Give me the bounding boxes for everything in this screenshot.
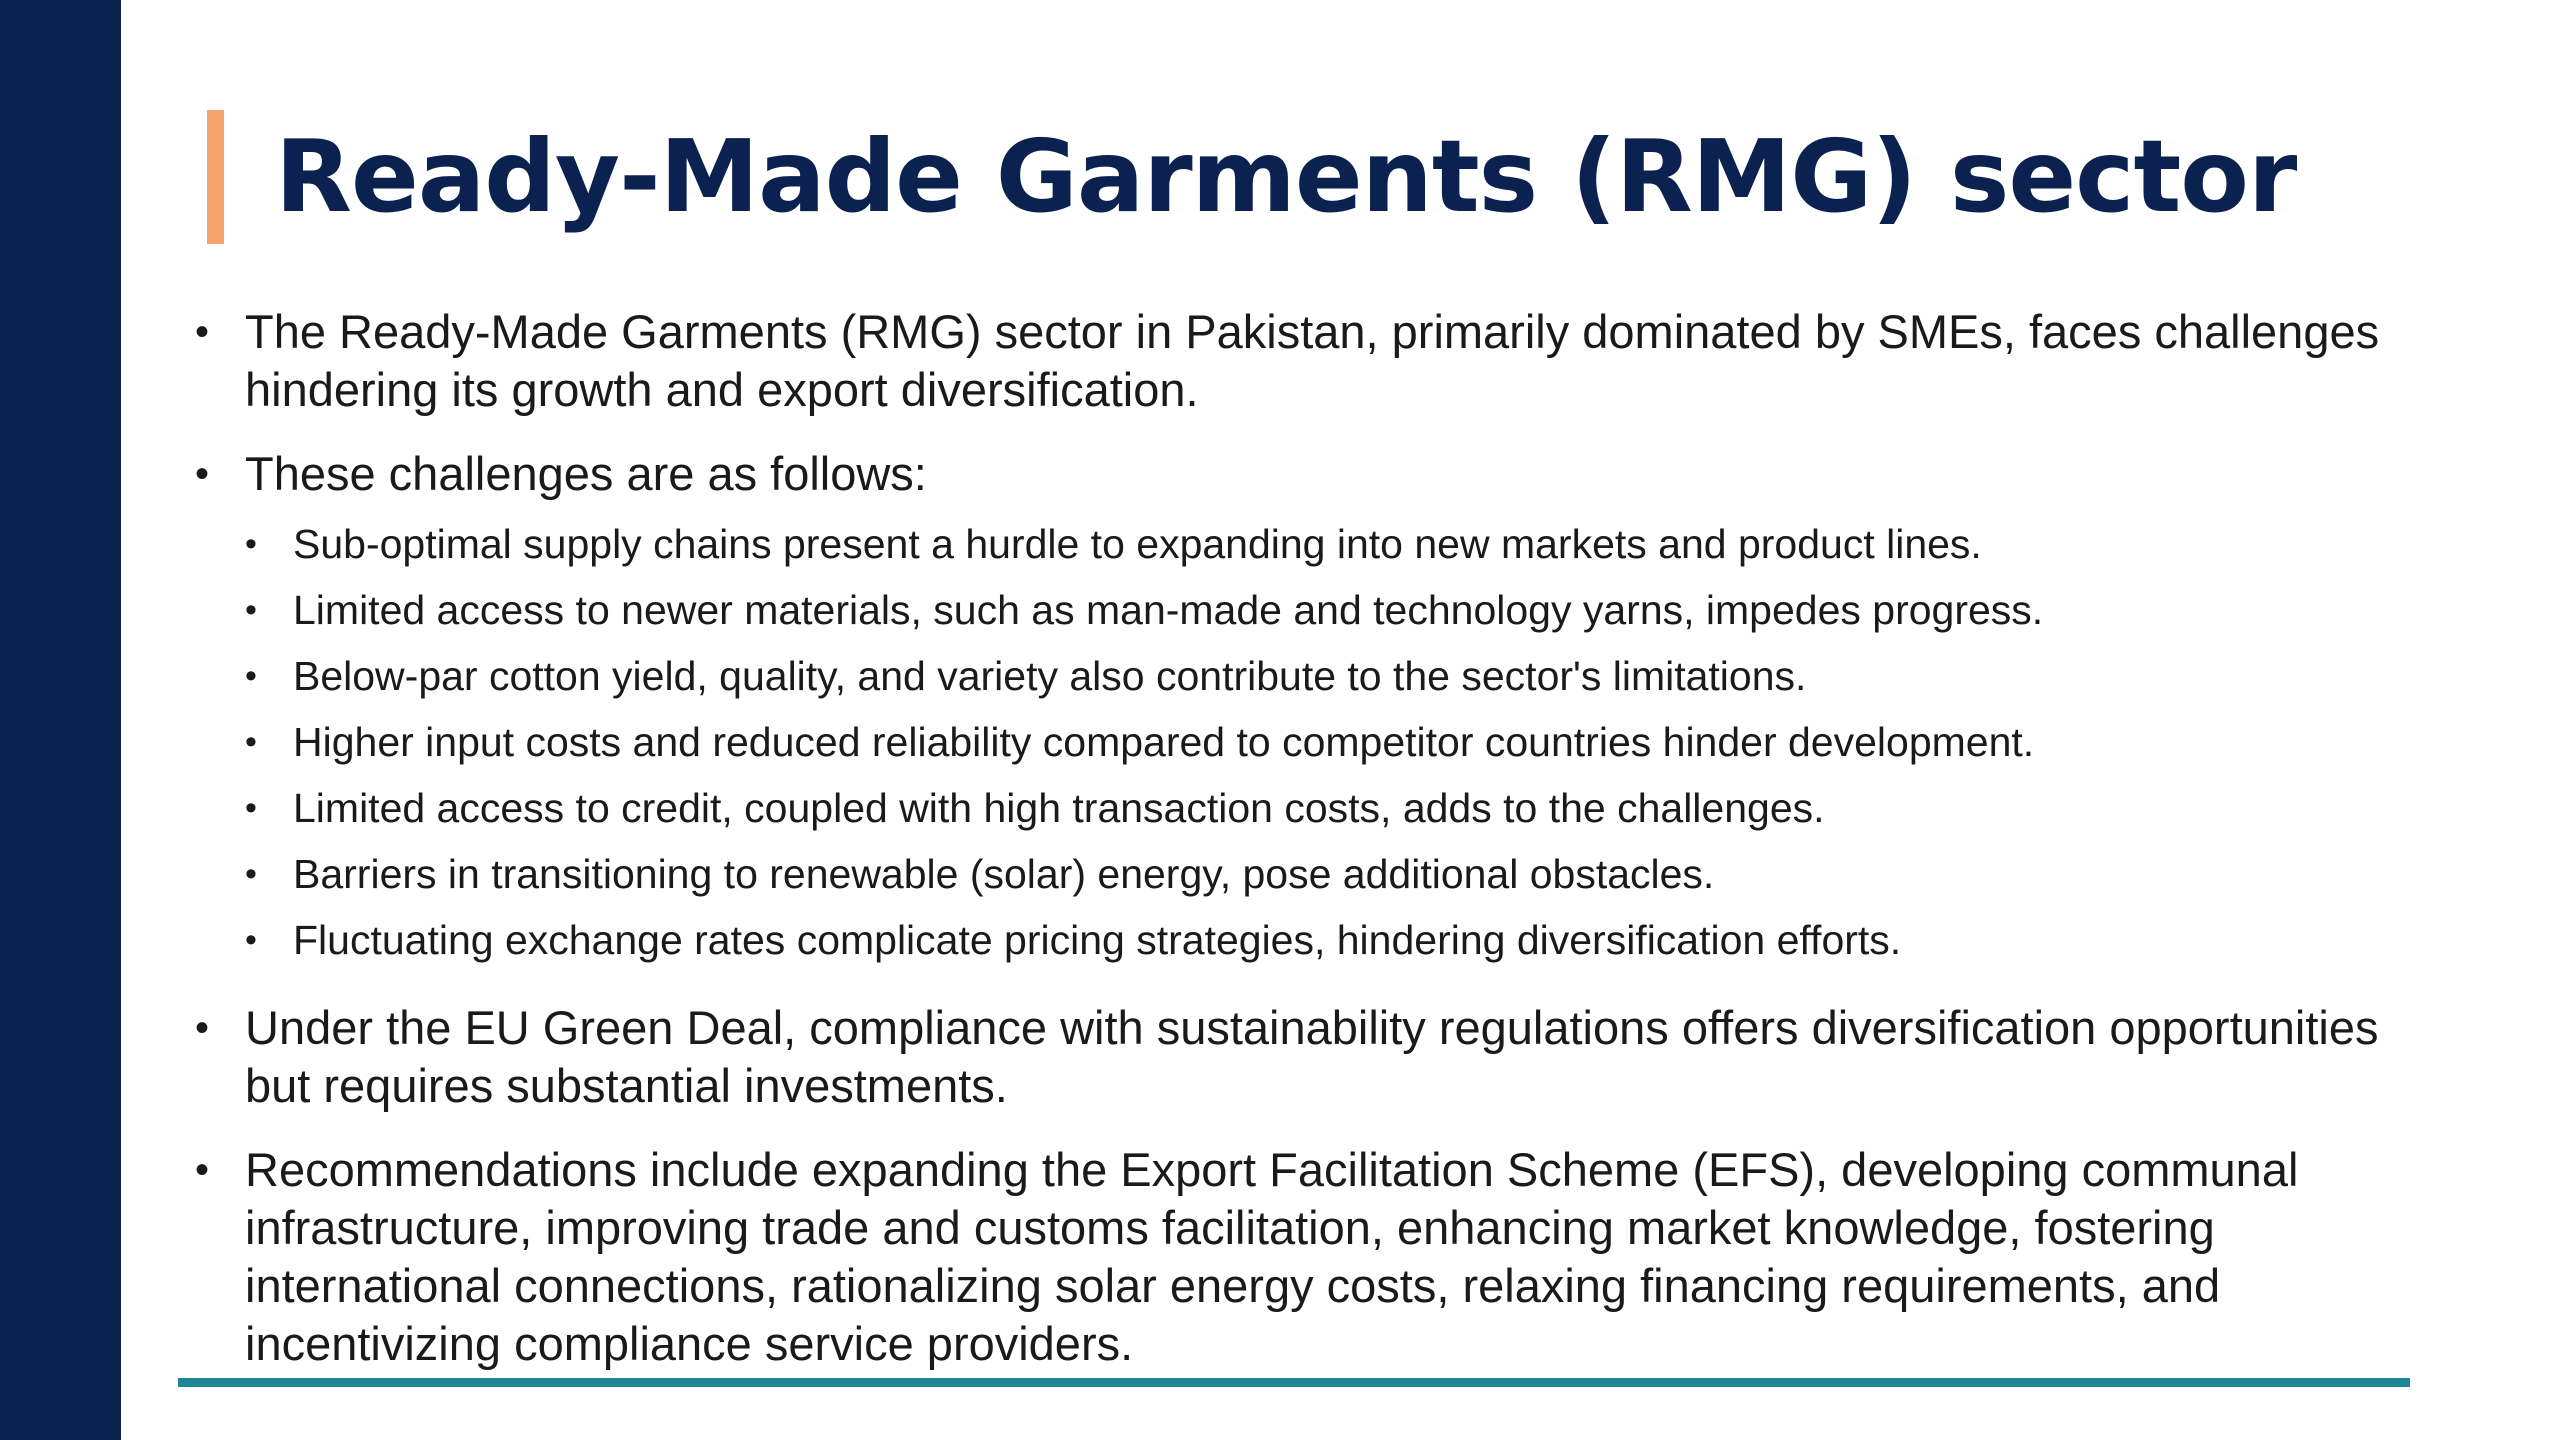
- sub-bullet-text: Limited access to newer materials, such as man-made and technology yarns, impedes progress.: [293, 587, 2044, 633]
- sub-bullet-text: Sub-optimal supply chains present a hurdle to expanding into new markets and product lines.: [293, 521, 1982, 567]
- sub-bullet-item: [245, 511, 2395, 577]
- bullet-icon: •: [195, 310, 210, 354]
- slide-title: Ready-Made Garments (RMG) sector: [275, 118, 2297, 235]
- left-sidebar-band: [0, 0, 121, 1440]
- sub-bullet-list: [245, 511, 2395, 973]
- bullet-list: [195, 303, 2395, 1373]
- sub-bullet-item: [245, 643, 2395, 709]
- bottom-divider: [178, 1378, 2410, 1387]
- sub-bullet-icon: •: [245, 525, 257, 563]
- bullet-text: These challenges are as follows:: [245, 447, 927, 500]
- sub-bullet-icon: •: [245, 657, 257, 695]
- sub-bullet-icon: •: [245, 591, 257, 629]
- title-accent-bar: [207, 110, 224, 244]
- sub-bullet-icon: •: [245, 921, 257, 959]
- sub-bullet-icon: •: [245, 855, 257, 893]
- bullet-item: [195, 1141, 2395, 1373]
- sub-bullet-text: Fluctuating exchange rates complicate pricing strategies, hindering diversification efforts.: [293, 917, 1902, 963]
- sub-bullet-icon: •: [245, 789, 257, 827]
- slide-body: [195, 303, 2395, 1399]
- sub-bullet-item: [245, 577, 2395, 643]
- bullet-text: Under the EU Green Deal, compliance with sustainability regulations offers diversification opportunities but requires substantial investments.: [245, 1001, 2379, 1112]
- sub-bullet-text: Limited access to credit, coupled with high transaction costs, adds to the challenges.: [293, 785, 1825, 831]
- sub-bullet-text: Below-par cotton yield, quality, and variety also contribute to the sector's limitations.: [293, 653, 1807, 699]
- sub-bullet-text: Barriers in transitioning to renewable (solar) energy, pose additional obstacles.: [293, 851, 1715, 897]
- bullet-icon: •: [195, 1006, 210, 1050]
- bullet-item: [195, 999, 2395, 1115]
- bullet-item: [195, 445, 2395, 973]
- sub-bullet-item: [245, 709, 2395, 775]
- sub-bullet-item: [245, 775, 2395, 841]
- sub-bullet-text: Higher input costs and reduced reliability compared to competitor countries hinder development.: [293, 719, 2035, 765]
- bullet-icon: •: [195, 452, 210, 496]
- sub-bullet-item: [245, 841, 2395, 907]
- sub-bullet-icon: •: [245, 723, 257, 761]
- sub-bullet-item: [245, 907, 2395, 973]
- bullet-text: Recommendations include expanding the Export Facilitation Scheme (EFS), developing communal infrastructure, improving trade and customs facilitation, enhancing market knowledge, fostering international connections, rationalizing solar energy costs, relaxing financing requirements, and incentivizing compliance service providers.: [245, 1143, 2299, 1370]
- bullet-item: [195, 303, 2395, 419]
- bullet-text: The Ready-Made Garments (RMG) sector in Pakistan, primarily dominated by SMEs, faces challenges hindering its growth and export diversification.: [245, 305, 2380, 416]
- bullet-icon: •: [195, 1148, 210, 1192]
